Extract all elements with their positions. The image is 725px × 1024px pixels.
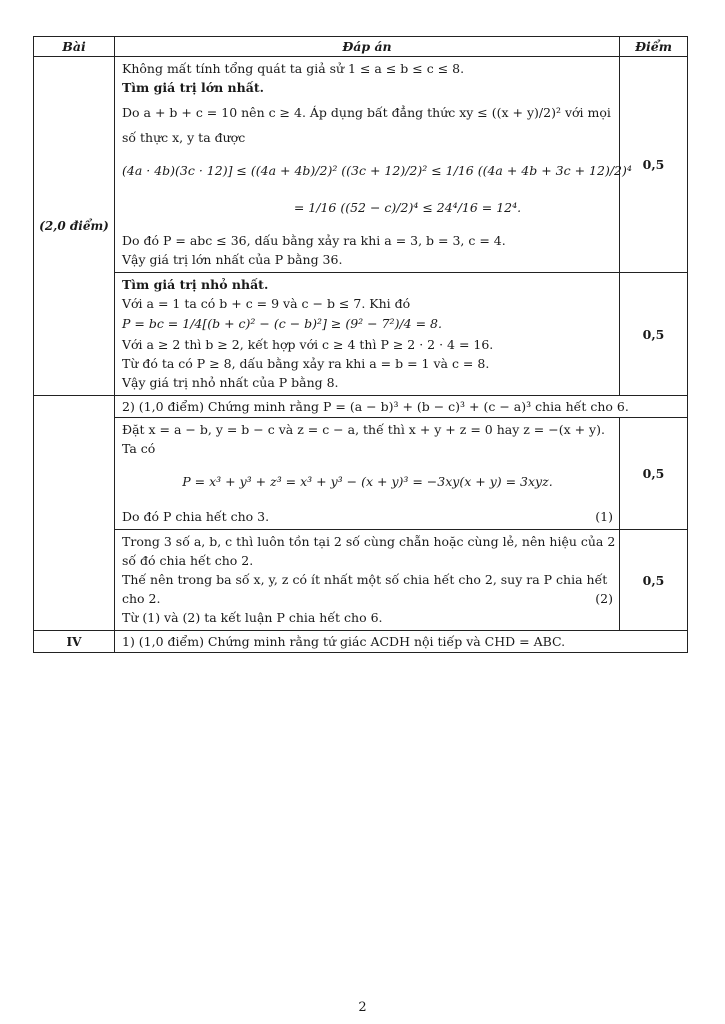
conclusion-text: Do đó P chia hết cho 3. xyxy=(122,509,270,524)
table-row xyxy=(34,273,688,396)
answer-cell xyxy=(115,57,632,273)
section-heading: Tìm giá trị lớn nhất. xyxy=(122,80,264,95)
header-bai: Bài xyxy=(34,37,115,57)
text-line: Trong 3 số a, b, c thì luôn tồn tại 2 số cùng chẵn hoặc cùng lẻ, nên hiệu của 2 xyxy=(122,534,616,549)
table-row xyxy=(34,57,688,273)
diem-cell: 0,5 xyxy=(620,418,688,530)
diem-cell: 0,5 xyxy=(620,273,688,396)
continuation-text: cho 2. xyxy=(122,591,161,606)
table-header-row xyxy=(34,37,688,57)
equation-tag: (1) xyxy=(595,509,613,524)
question-cell xyxy=(115,631,688,653)
question-text: 2) (1,0 điểm) Chứng minh rằng P = (a − b)³ + (b − c)³ + (c − a)³ chia hết cho 6. xyxy=(122,399,629,414)
text-line: Ta có xyxy=(122,441,156,456)
diem-cell: 0,5 xyxy=(620,57,688,273)
table-row xyxy=(34,396,688,418)
answer-table xyxy=(33,36,688,653)
text-line: số thực x, y ta được xyxy=(122,130,246,145)
text-line xyxy=(122,507,613,526)
bai-empty-cell xyxy=(34,396,115,631)
equation-tag: (2) xyxy=(595,591,613,606)
text-line xyxy=(122,589,613,608)
text-line: Từ (1) và (2) ta kết luận P chia hết cho 6. xyxy=(122,610,383,625)
answer-cell xyxy=(115,273,620,396)
diem-cell: 0,5 xyxy=(620,530,688,631)
bai-number-cell: IV xyxy=(34,631,115,653)
header-dap-an: Đáp án xyxy=(115,37,620,57)
table-row xyxy=(34,418,688,530)
page-number: 2 xyxy=(358,1000,367,1015)
math-formula: P = bc = 1/4[(b + c)² − (c − b)²] ≥ (9² − 7²)/4 = 8. xyxy=(122,316,442,331)
bai-score-cell: (2,0 điểm) xyxy=(34,57,115,396)
text-line: Không mất tính tổng quát ta giả sử 1 ≤ a ≤ b ≤ c ≤ 8. xyxy=(122,61,465,76)
answer-cell xyxy=(115,418,620,530)
text-line: Với a = 1 ta có b + c = 9 và c − b ≤ 7. Khi đó xyxy=(122,296,411,311)
math-formula: = 1/16 ((52 − c)/2)⁴ ≤ 24⁴/16 = 12⁴. xyxy=(293,200,522,215)
math-formula: (4a · 4b)(3c · 12)] ≤ ((4a + 4b)/2)² ((3c + 12)/2)² ≤ 1/16 ((4a + 4b + 3c + 12)/2)⁴ xyxy=(122,163,632,178)
text-line: số đó chia hết cho 2. xyxy=(122,553,254,568)
text-line: Vậy giá trị nhỏ nhất của P bằng 8. xyxy=(122,375,339,390)
text-line: Từ đó ta có P ≥ 8, dấu bằng xảy ra khi a = b = 1 và c = 8. xyxy=(122,356,490,371)
table-row xyxy=(34,530,688,631)
section-heading: Tìm giá trị nhỏ nhất. xyxy=(122,277,269,292)
answer-cell xyxy=(115,530,620,631)
header-diem: Điểm xyxy=(620,37,688,57)
text-line: Do đó P = abc ≤ 36, dấu bằng xảy ra khi a = 3, b = 3, c = 4. xyxy=(122,233,506,248)
text-line: Thế nên trong ba số x, y, z có ít nhất một số chia hết cho 2, suy ra P chia hết xyxy=(122,572,608,587)
table-row xyxy=(34,631,688,653)
math-formula: P = x³ + y³ + z³ = x³ + y³ − (x + y)³ = −3xy(x + y) = 3xyz. xyxy=(182,474,553,489)
text-line: Vậy giá trị lớn nhất của P bằng 36. xyxy=(122,252,343,267)
question-text: 1) (1,0 điểm) Chứng minh rằng tứ giác ACDH nội tiếp và CHD = ABC. xyxy=(122,634,566,649)
text-line: Do a + b + c = 10 nên c ≥ 4. Áp dụng bất đẳng thức xy ≤ ((x + y)/2)² với mọi xyxy=(122,105,611,120)
question-cell xyxy=(115,396,688,418)
text-line: Với a ≥ 2 thì b ≥ 2, kết hợp với c ≥ 4 thì P ≥ 2 · 2 · 4 = 16. xyxy=(122,337,494,352)
text-line: Đặt x = a − b, y = b − c và z = c − a, thế thì x + y + z = 0 hay z = −(x + y). xyxy=(122,422,605,437)
